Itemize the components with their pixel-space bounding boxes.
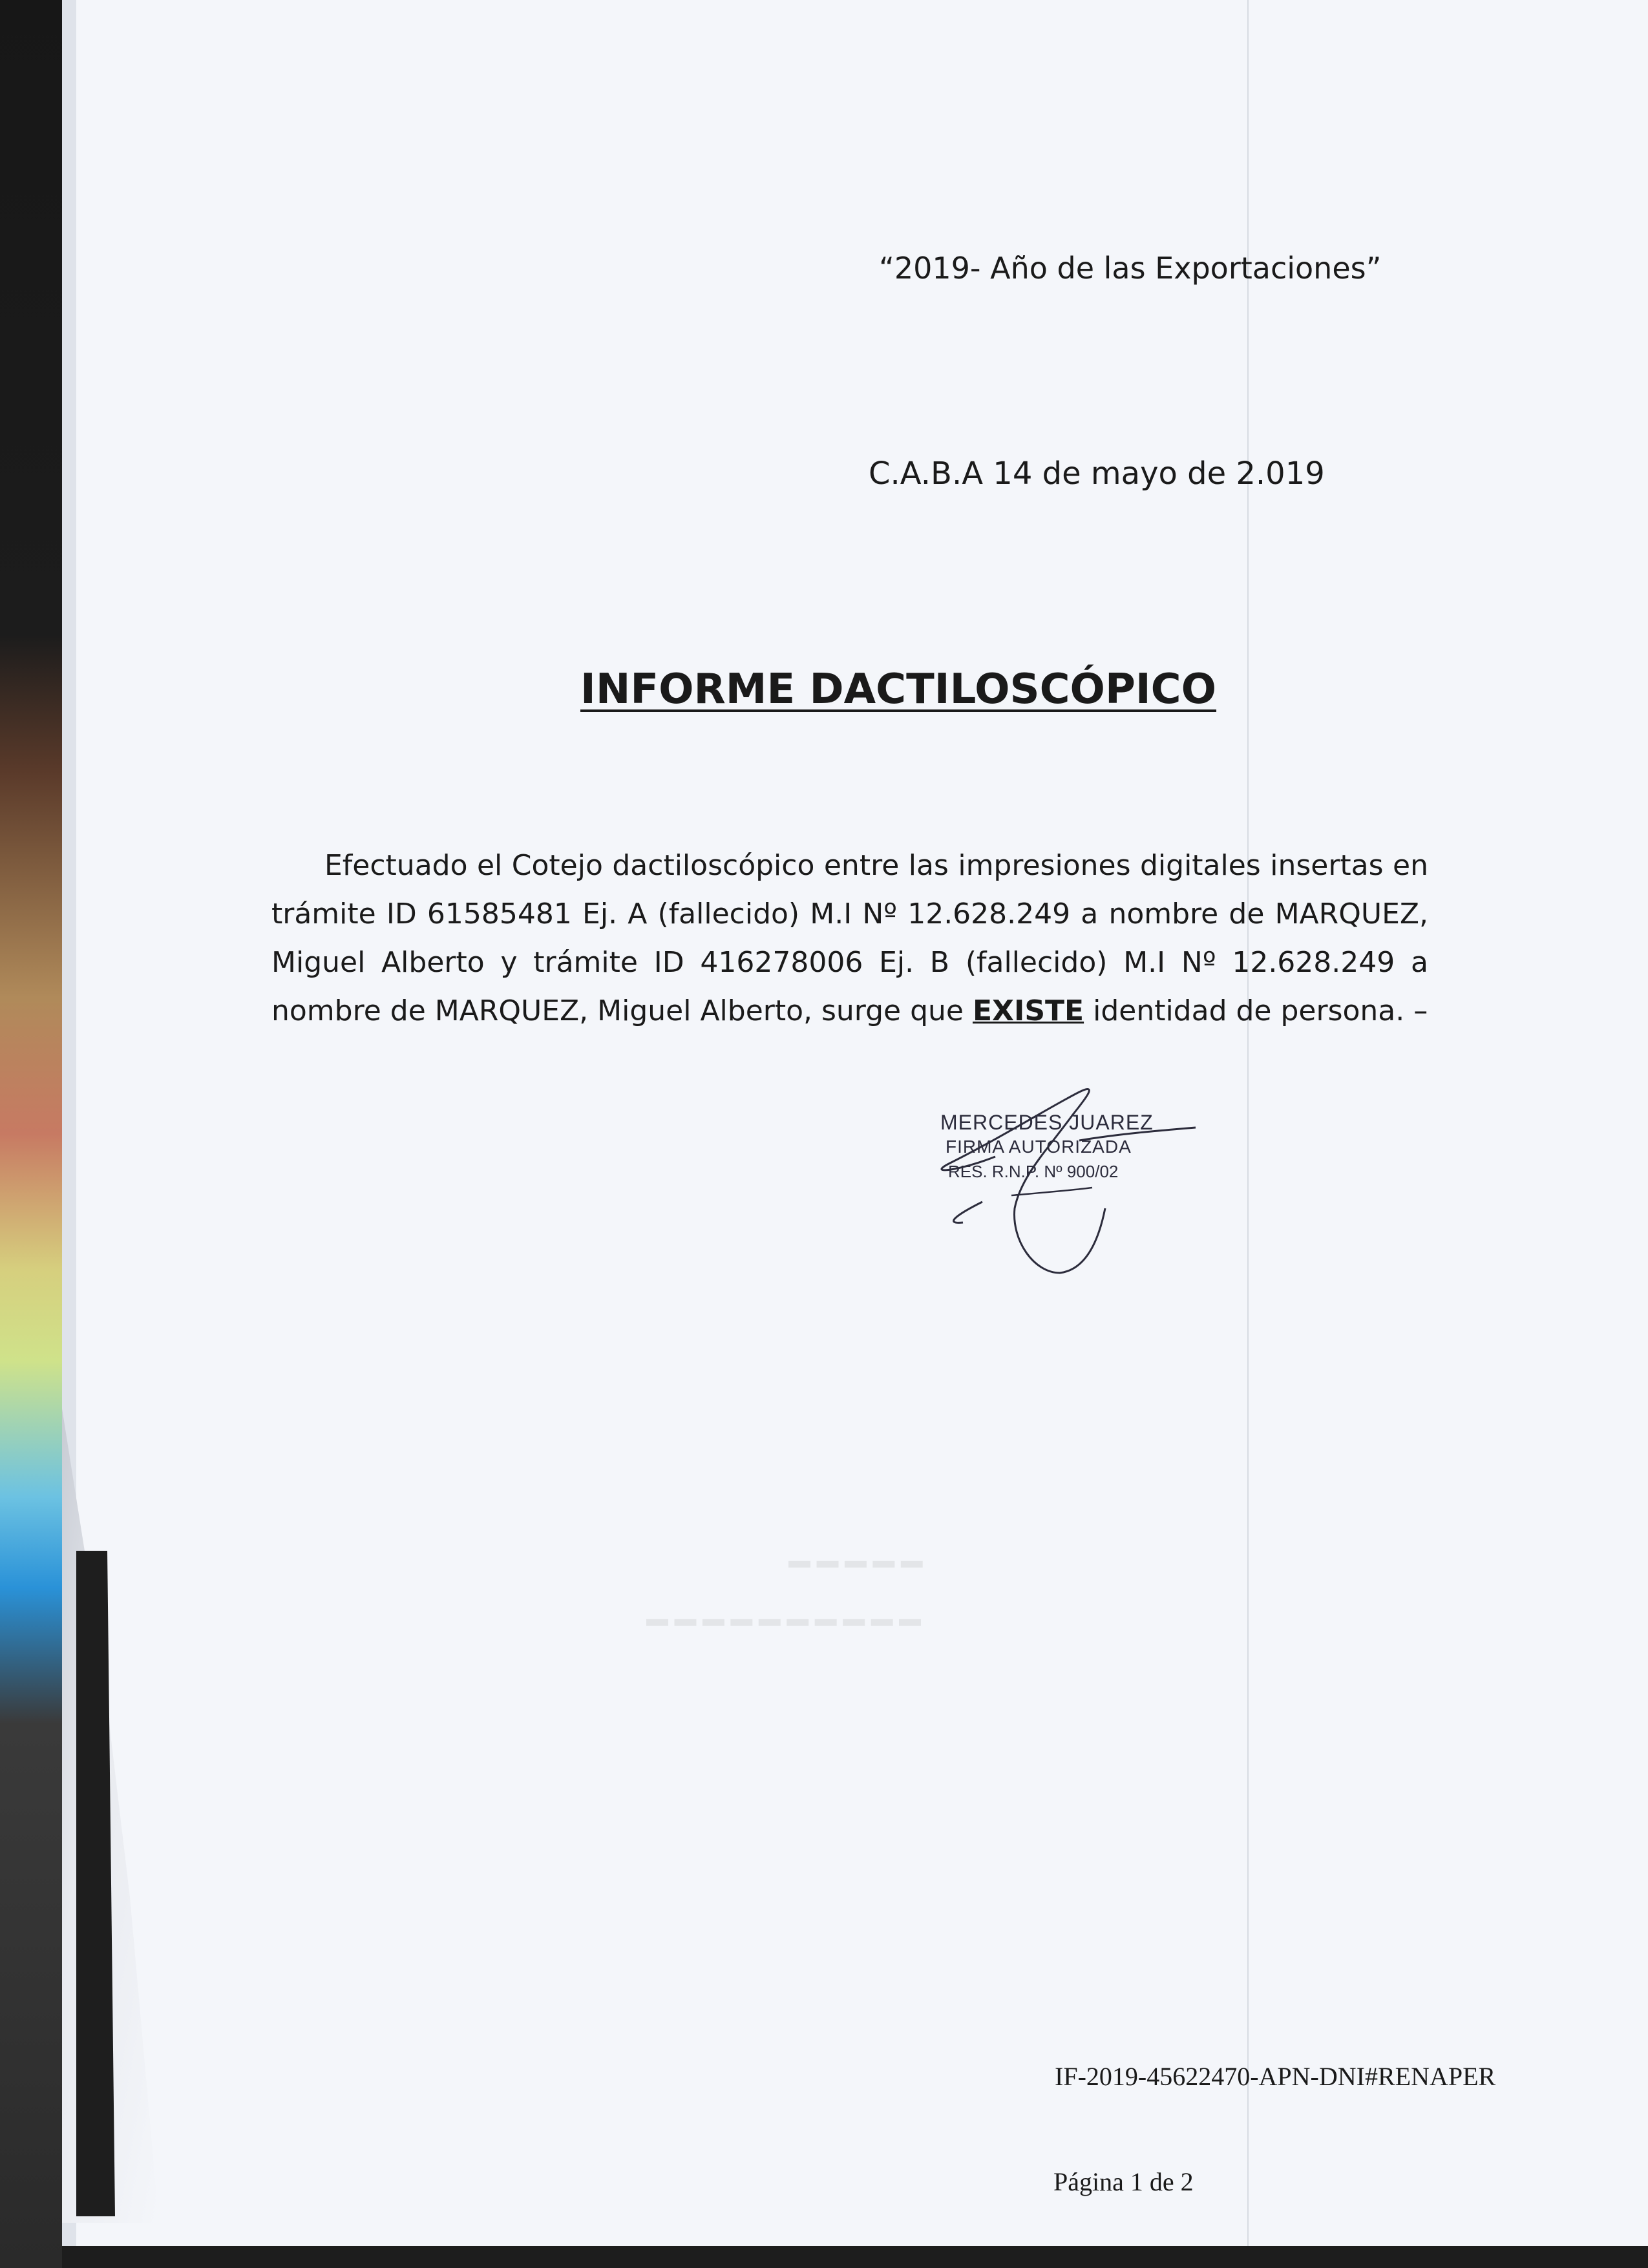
page-fold-line bbox=[1247, 0, 1249, 2246]
scan-bottom-edge bbox=[62, 2246, 1648, 2268]
body-text-end: identidad de persona. – bbox=[1084, 994, 1428, 1027]
header-motto: “2019- Año de las Exportaciones” bbox=[879, 251, 1382, 286]
body-paragraph bbox=[271, 841, 1428, 1035]
place-date: C.A.B.A 14 de mayo de 2.019 bbox=[869, 456, 1325, 492]
document-reference: IF-2019-45622470-APN-DNI#RENAPER bbox=[1055, 2062, 1496, 2091]
stamp-resolution: RES. R.N.P. Nº 900/02 bbox=[948, 1162, 1119, 1181]
body-emphasis-existe: EXISTE bbox=[972, 994, 1084, 1027]
scan-left-edge bbox=[0, 0, 62, 2268]
authorization-stamp bbox=[940, 1110, 1199, 1184]
stamp-name: MERCEDES JUAREZ bbox=[940, 1111, 1154, 1134]
document-title: INFORME DACTILOSCÓPICO bbox=[580, 666, 1217, 713]
stamp-role: FIRMA AUTORIZADA bbox=[945, 1137, 1132, 1157]
page-number: Página 1 de 2 bbox=[1053, 2167, 1194, 2196]
body-text-start: Efectuado el Cotejo dactiloscópico entre las impresiones digitales insertas en trámite ID 61585481 Ej. A (fallecido) M.I Nº 12.628.249 a nombre de MARQUEZ, Miguel Alberto y trámite ID 416278006 Ej. B (fallecido) M.I Nº 12.628.249 a nombre de MARQUEZ, Miguel Alberto, surge que bbox=[271, 849, 1428, 1027]
faint-bleed-through-watermark: ▬ ▬ ▬ ▬ ▬ ▬ ▬ ▬ ▬ ▬ ▬ ▬ ▬ ▬ ▬ bbox=[646, 1548, 923, 1631]
